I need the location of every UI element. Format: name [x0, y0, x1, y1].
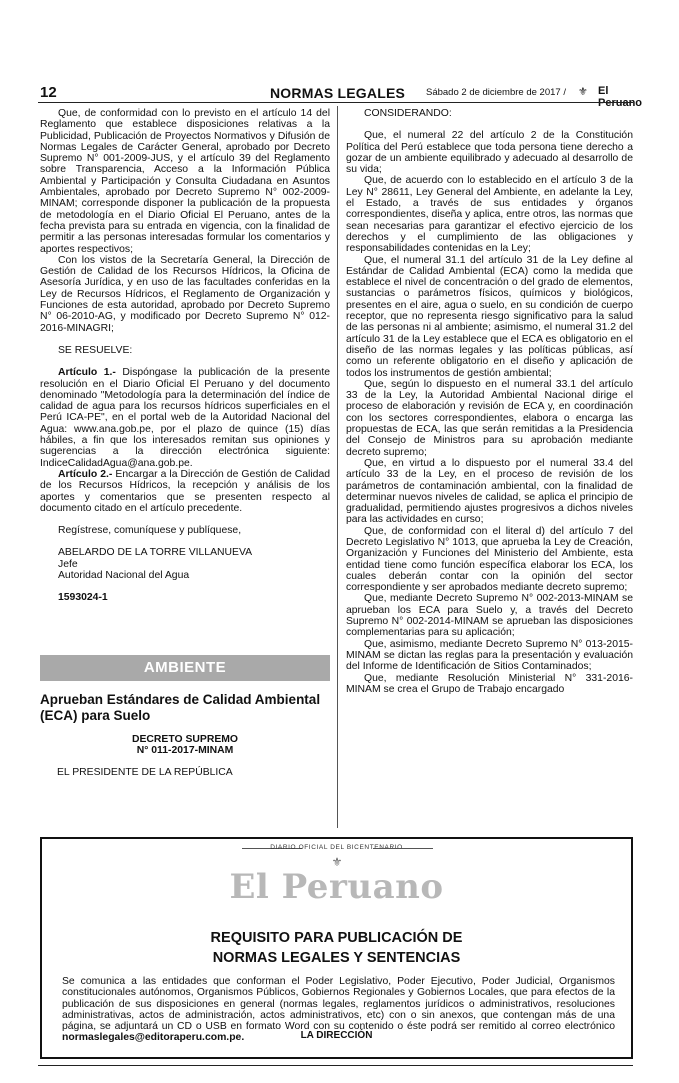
issue-date: Sábado 2 de diciembre de 2017 /: [426, 87, 566, 98]
decree-number: N° 011-2017-MINAM: [136, 745, 234, 757]
signer-org: Autoridad Nacional del Agua: [58, 569, 190, 581]
masthead-small: DIARIO OFICIAL DEL BICENTENARIO: [270, 844, 403, 851]
right-column: [346, 108, 633, 695]
paragraph: Que, asimismo, mediante Decreto Supremo N° 013-2015-MINAM se dictan las reglas para la presentación y evaluación del Informe de Identificación de Sitios Contaminados;: [346, 638, 633, 673]
headline: Aprueban Estándares de Calidad Ambiental (ECA) para Suelo: [40, 692, 321, 723]
paragraph: Que, mediante Resolución Ministerial N° 331-2016-MINAM se crea el Grupo de Trabajo encargado: [346, 672, 633, 695]
signer-role: Jefe: [58, 558, 78, 570]
notice-title-line2: NORMAS LEGALES Y SENTENCIAS: [212, 950, 461, 966]
seal-icon: ⚜: [578, 86, 588, 98]
section-title: NORMAS LEGALES: [270, 85, 406, 101]
page-header: [38, 84, 643, 109]
article-2: [40, 469, 330, 514]
article-1: [40, 367, 330, 469]
paragraph: Con los vistos de la Secretaría General, la Dirección de Gestión de Calidad de los Recursos Hídricos, la Oficina de Asesoría Jurídica, y en uso de las facultades conferidas en la Ley de Recursos Hídricos, el Reglamento de Organización y Funciones de esta autoridad, aprobado por Decreto Supremo N° 06-2010-AG, y modificado por Decreto Supremo N° 012-2016-MINAGRI;: [40, 254, 330, 334]
signer-name: ABELARDO DE LA TORRE VILLANUEVA: [58, 547, 253, 559]
paragraph: Que, en virtud a lo dispuesto por el numeral 33.4 del artículo 33 de la Ley, en el proceso de revisión de los parámetros de contaminación ambiental, con la finalidad de determinar nuevos niveles de calidad, se aplica el principio de gradualidad, permitiendo ajustes progresivos a dichos niveles para las actividades en curso;: [346, 457, 633, 526]
paragraph: Que, de conformidad con el literal d) del artículo 7 del Decreto Legislativo N° 1013, que aprueba la Ley de Creación, Organización y Funciones del Ministerio del Ambiente, esta entidad tiene como función específica elaborar los ECA, los cuales deberán contar con la opinión del sector correspondiente y ser aprobados mediante decreto supremo;: [346, 525, 633, 594]
section-band: AMBIENTE: [40, 655, 330, 681]
left-column: [40, 108, 330, 604]
article-label: Artículo 2.-: [58, 468, 113, 480]
notice-box: [40, 837, 633, 1059]
reference-number: 1593024-1: [58, 592, 108, 604]
resolve-heading: SE RESUELVE:: [58, 344, 133, 356]
brand-name: El Peruano: [598, 85, 643, 109]
decree-type: DECRETO SUPREMO: [131, 734, 239, 745]
decree-title: [40, 734, 330, 757]
notice-email: normaslegales@editoraperu.com.pe.: [62, 1032, 245, 1044]
closing-formula: Regístrese, comuníquese y publíquese,: [58, 525, 242, 537]
paragraph: Que, según lo dispuesto en el numeral 33.1 del artículo 33 de la Ley, la Autoridad Ambiental Nacional dirige el proceso de elaboración y revisión de ECA y, en coordinación con los sectores correspondientes, elabora o encarga las propuestas de ECA, las que serán remitidas a la Presidencia del Consejo de Ministros para su aprobación mediante decreto supremo;: [346, 378, 633, 458]
paragraph: Que, el numeral 31.1 del artículo 31 de la Ley define al Estándar de Calidad Ambiental (ECA) como la medida que establece el nivel de concentración o del grado de elementos, sustancias o parámetros físicos, químicos y biológicos, presentes en el aire, agua o suelo, en su condición de cuerpo receptor, que no representa riesgo significativo para la salud de las personas ni al ambiente; asimismo, el numeral 31.2 del artículo 31 de la Ley establece que el ECA es obligatorio en el diseño de las normas legales y las políticas públicas, así como un referente obligatorio en el diseño y aplicación de todos los instrumentos de gestión ambiental;: [346, 254, 633, 379]
divider: [373, 848, 433, 849]
column-divider: [337, 106, 338, 828]
paragraph: Que, el numeral 22 del artículo 2 de la Constitución Política del Perú establece que toda persona tiene derecho a gozar de un ambiente equilibrado y adecuado al desarrollo de su vida;: [346, 130, 633, 176]
notice-title-line1: REQUISITO PARA PUBLICACIÓN DE: [210, 930, 463, 946]
crest-icon: ⚜: [331, 855, 343, 869]
footer-rule: [38, 1065, 633, 1066]
considerando-heading: CONSIDERANDO:: [364, 108, 452, 119]
page-number: 12: [40, 84, 57, 101]
president-line: EL PRESIDENTE DE LA REPÚBLICA: [57, 767, 233, 778]
notice-signature: LA DIRECCIÓN: [300, 1030, 373, 1041]
el-peruano-logo: El Peruano: [229, 867, 444, 907]
article-text: Dispóngase la publicación de la presente resolución en el Diario Oficial El Peruano y del documento denominado "Metodología para la determinación del índice de calidad de agua para los recursos hídricos superficiales en el Perú ICA-PE", en el portal web de la Autoridad Nacional del Agua: www.ana.gob.pe, por el plazo de quince (15) días hábiles, a fin que los interesados remitan sus opiniones y sugerencias a la dirección electrónica siguiente: IndiceCalidadAgua@ana.gob.pe.: [40, 367, 330, 469]
notice-text: Se comunica a las entidades que conforman el Poder Legislativo, Poder Ejecutivo, Poder Judicial, Organismos constitucionales autónomos, Organismos Públicos, Gobiernos Regionales y Gobiernos Locales, que para efectos de la publicación de sus disposiciones en general (normas legales, reglamentos jurídicos o administrativos, resoluciones administrativas, actos de administración, actos administrativos, etc) con o sin anexos, que contengan más de una página, se adjuntará un CD o USB en formato Word con su contenido o éste podrá ser remitido al correo electrónico: [62, 976, 615, 1033]
paragraph: Que, de acuerdo con lo establecido en el artículo 3 de la Ley N° 28611, Ley General del Ambiente, en adelante la Ley, el Estado, a través de sus entidades y órganos correspondientes, diseña y aplica, entre otros, las normas que sean necesarias para garantizar el efectivo ejercicio de los derechos y el cumplimiento de las obligaciones y responsabilidades contenidas en la Ley;: [346, 175, 633, 255]
header-rule: [38, 102, 633, 103]
paragraph: Que, de conformidad con lo previsto en el artículo 14 del Reglamento que establece disposiciones relativas a la Publicidad, Publicación de Proyectos Normativos y Difusión de Normas Legales de Carácter General, aprobado por Decreto Supremo N° 001-2009-JUS, y el artículo 39 del Reglamento sobre Transparencia, Acceso a la Información Pública Ambiental y Participación y Consulta Ciudadana en Asuntos Ambientales, aprobado por Decreto Supremo N° 002-2009-MINAM; corresponde disponer la publicación de la propuesta de metodología en el Diario Oficial El Peruano, antes de la fecha prevista para su entrada en vigencia, con la finalidad de permitir a las personas interesadas formular los comentarios y aportes respectivos;: [40, 108, 330, 255]
article-label: Artículo 1.-: [58, 367, 116, 379]
paragraph: Que, mediante Decreto Supremo N° 002-2013-MINAM se aprueban los ECA para Suelo y, a través del Decreto Supremo N° 002-2014-MINAM se aprueban las disposiciones complementarias para su aplicación;: [346, 593, 633, 639]
article-text: Encargar a la Dirección de Gestión de Calidad de los Recursos Hídricos, la recepción y análisis de los aportes y comentarios que se presenten respecto al documento citado en el artículo precedente.: [40, 468, 330, 514]
